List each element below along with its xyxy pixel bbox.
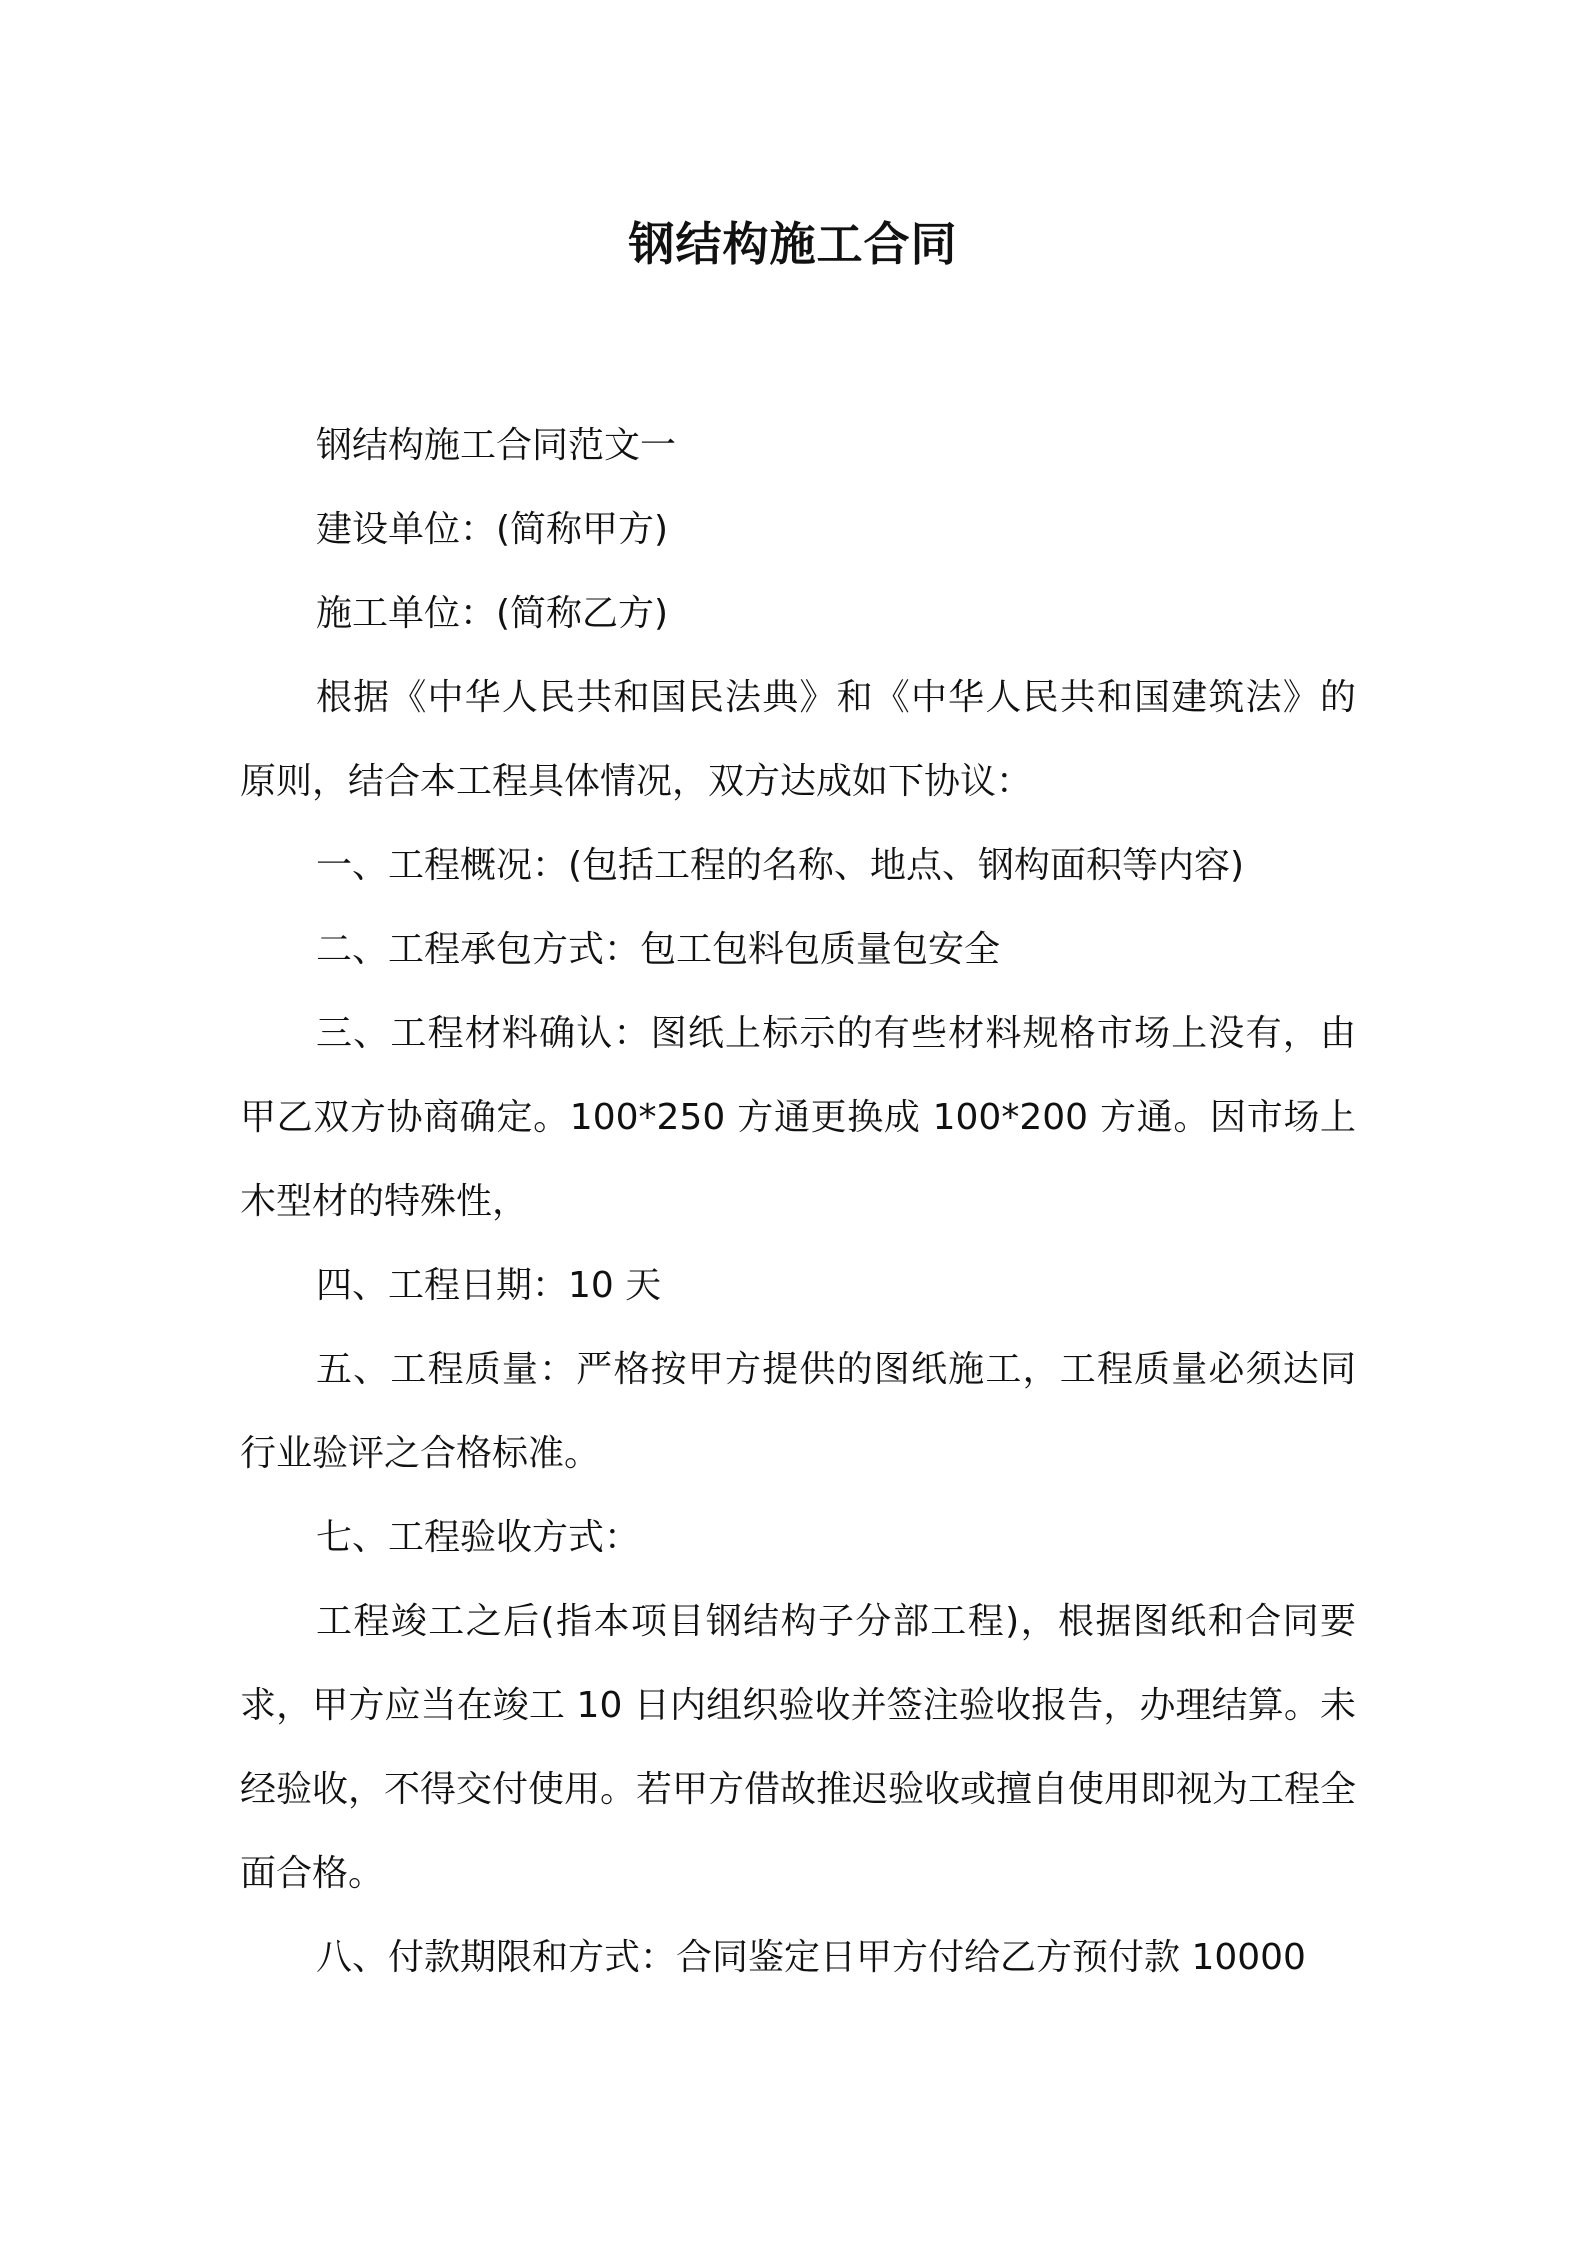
paragraph-clause-2: 二、工程承包方式：包工包料包质量包安全 [316, 929, 1001, 970]
paragraph-clause-3: 三、工程材料确认：图纸上标示的有些材料规格市场上没有，由甲乙双方协商确定。100*250 方通更换成 100*200 方通。因市场上木型材的特殊性， [240, 1013, 1356, 1222]
paragraph-sample-heading: 钢结构施工合同范文一 [316, 425, 677, 466]
document-body [240, 404, 1356, 2000]
paragraph-preamble: 根据《中华人民共和国民法典》和《中华人民共和国建筑法》的原则，结合本工程具体情况，双方达成如下协议： [240, 677, 1356, 802]
paragraph-clause-7: 七、工程验收方式： [316, 1517, 641, 1558]
paragraph-clause-5: 五、工程质量：严格按甲方提供的图纸施工，工程质量必须达同行业验评之合格标准。 [240, 1349, 1356, 1474]
paragraph-party-b: 施工单位：(简称乙方) [316, 593, 669, 634]
paragraph-party-a: 建设单位：(简称甲方) [316, 509, 669, 550]
paragraph-acceptance-detail: 工程竣工之后(指本项目钢结构子分部工程)，根据图纸和合同要求，甲方应当在竣工 10 日内组织验收并签注验收报告，办理结算。未经验收，不得交付使用。若甲方借故推迟验收或擅自使用即视为工程全面合格。 [240, 1601, 1357, 1894]
paragraph-clause-8: 八、付款期限和方式：合同鉴定日甲方付给乙方预付款 10000 [316, 1937, 1306, 1978]
paragraph-clause-1: 一、工程概况：(包括工程的名称、地点、钢构面积等内容) [316, 845, 1245, 886]
paragraph-clause-4: 四、工程日期：10 天 [316, 1265, 662, 1306]
document-title: 钢结构施工合同 [628, 217, 958, 271]
